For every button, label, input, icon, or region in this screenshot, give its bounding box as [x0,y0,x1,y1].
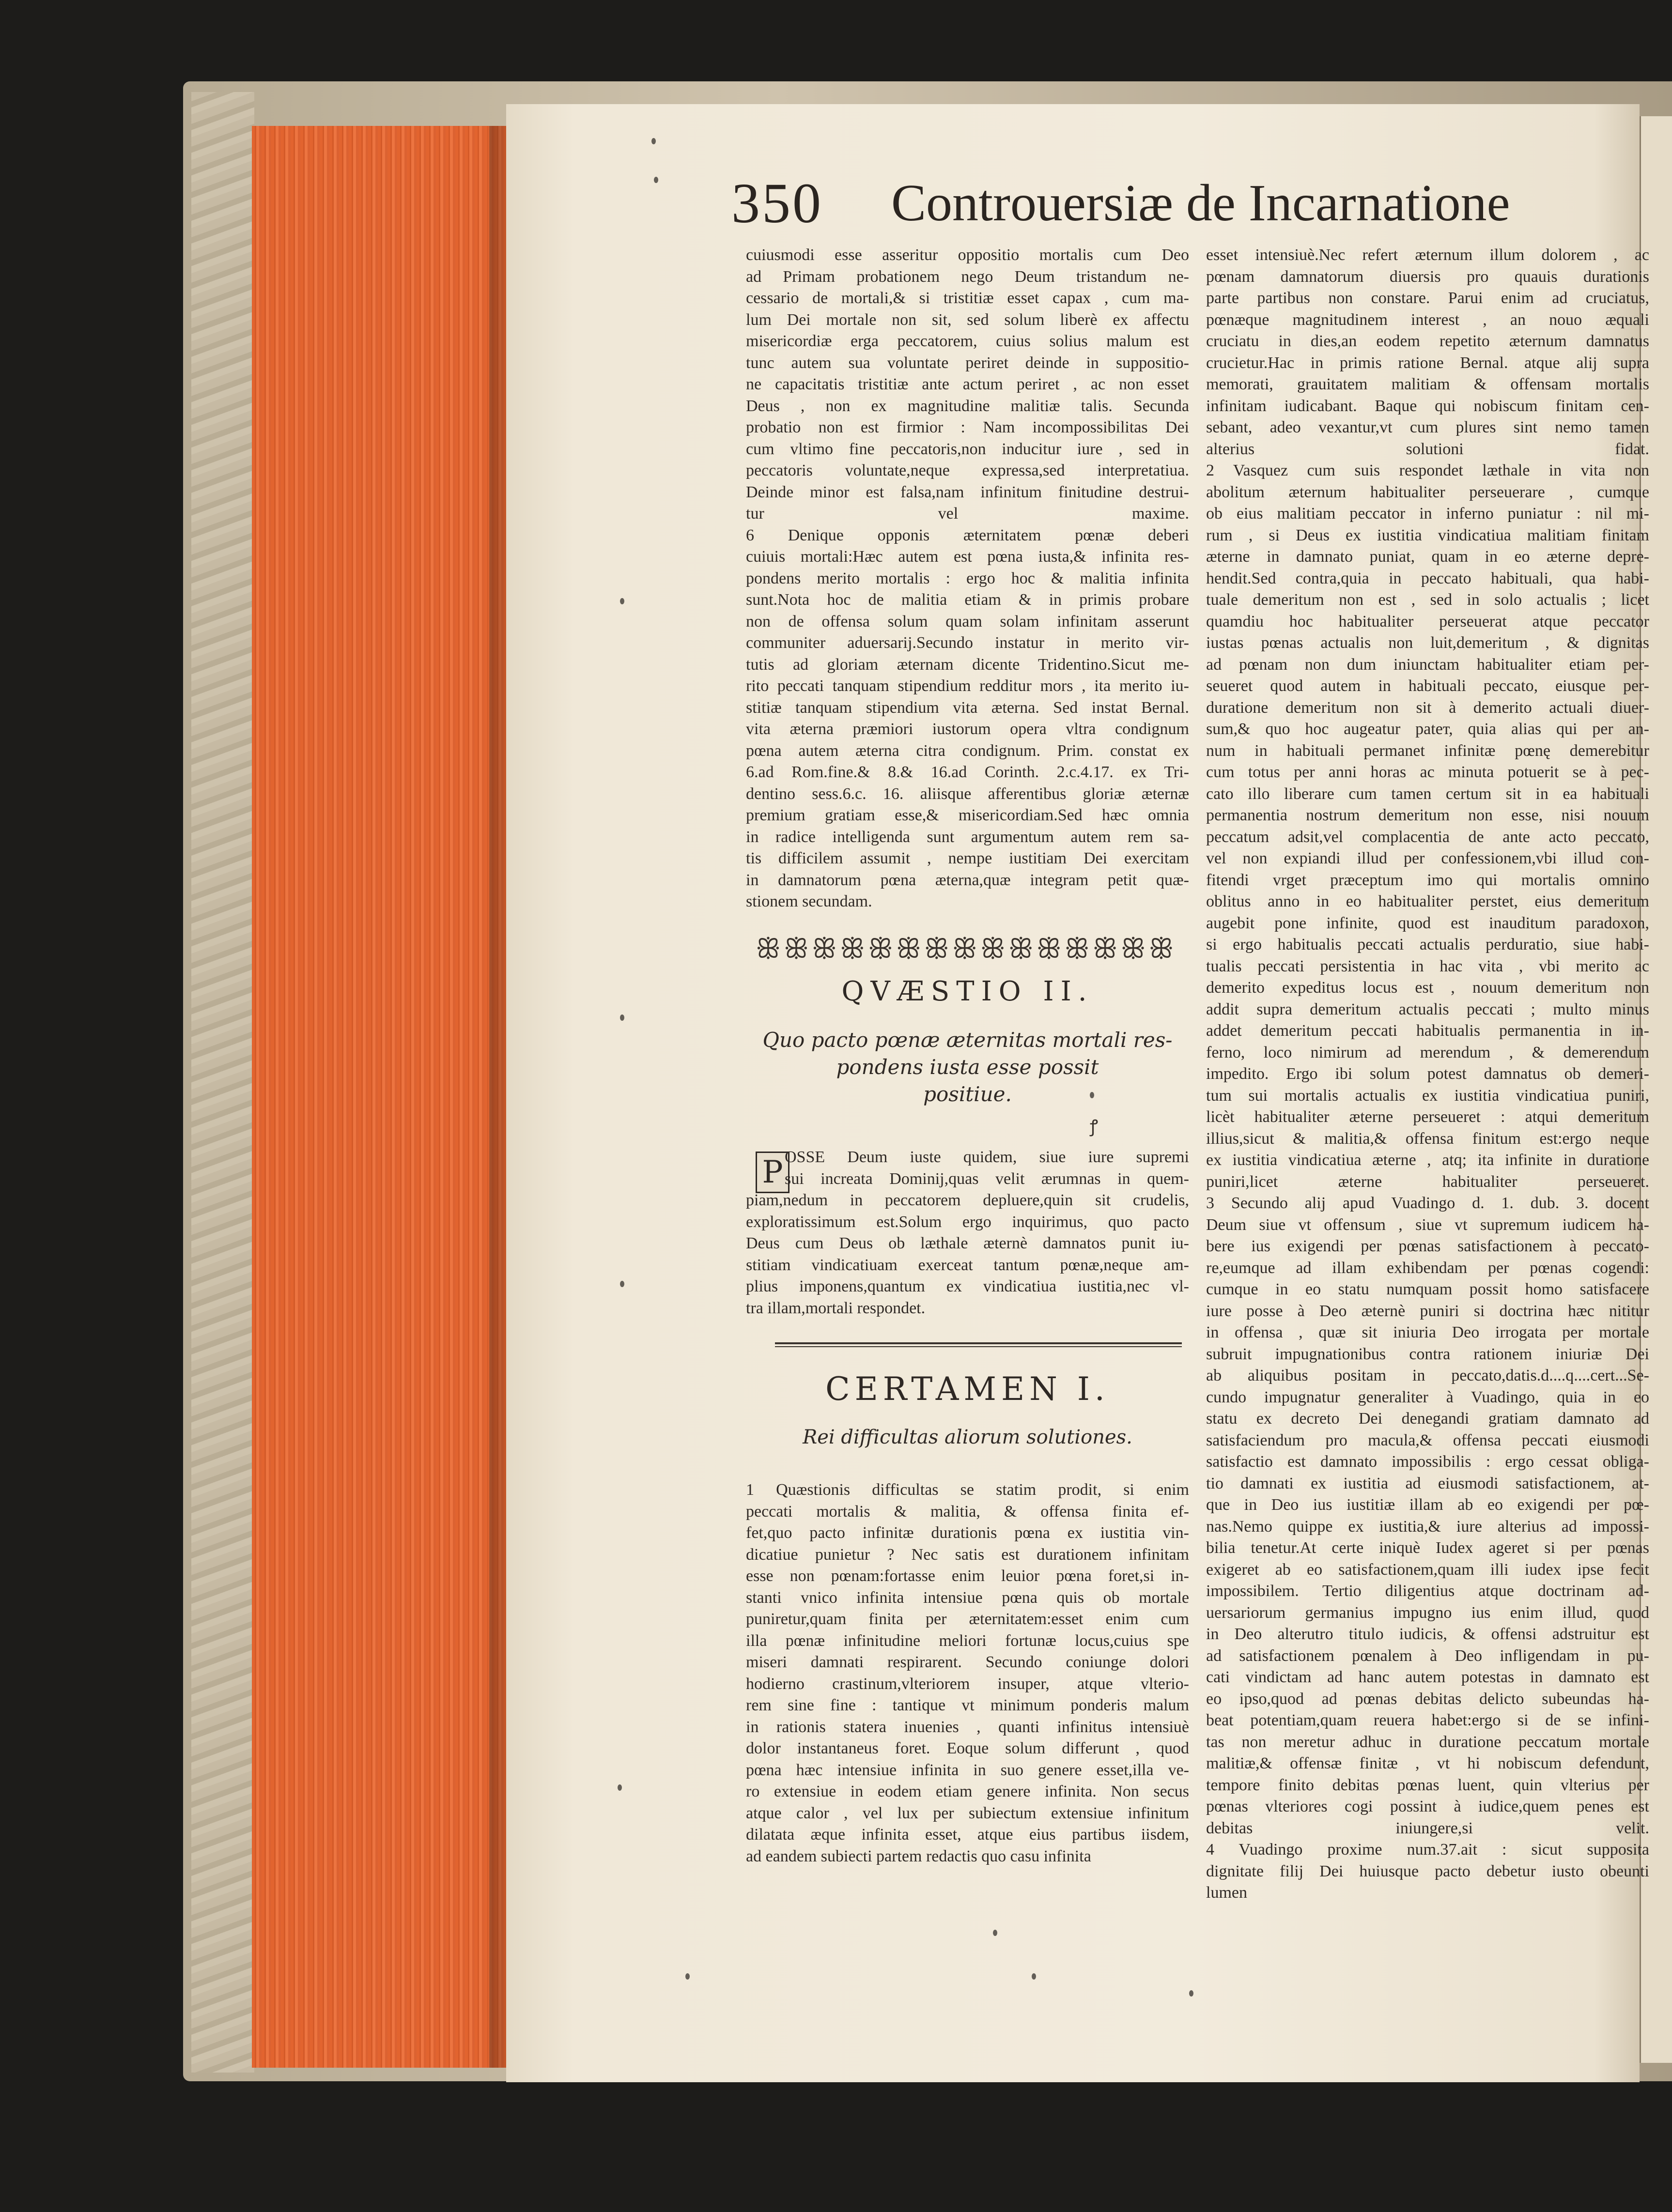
text-line: abolitum æternum habitualiter perseuerare , cumque [1206,483,1649,501]
certamen-line: in rationis statera inuenies , quanti infinitus intensiuè [746,1718,1189,1736]
text-line: infinitam iudicabant. Baque qui nobiscum finitam cen- [1206,397,1649,415]
text-line: lumen [1206,1884,1247,1902]
text-line: peccatum adsit,vel complacentia de ante acto peccato, [1206,828,1649,846]
certamen-line: atque calor , vel lux per subiectum extensiue infinitum [746,1804,1189,1822]
certamen-line: ro extensiue in eodem etiam genere infinita. Non secus [746,1782,1189,1800]
text-line: demerito expeditus locus est , nouum demeritum non [1206,979,1649,997]
text-line: crucietur.Hac in primis ratione Bernal. atque alij supra [1206,353,1649,372]
quaestio-subtitle-line: pondens iusta esse possit [836,1055,1099,1079]
text-line: ob eius malitiam peccator in inferno puniatur : nil mi- [1206,505,1649,522]
text-line: eo ipso,quod ad pœnas debitas delicto subeundas ha- [1206,1690,1649,1708]
text-line: Deinde minor est falsa,nam infinitum finitudine destrui- [746,483,1189,501]
text-line: impossibilem. Tertio diligentius atque doctrinam ad- [1206,1582,1649,1600]
running-header [731,167,1531,245]
text-line: lum Dei mortale non sit, sed solum liberè ex affectu [746,310,1189,329]
worm-hole [685,1973,690,1980]
quaestio-line: OSSE Deum iuste quidem, siue iure supremi [785,1148,1189,1166]
text-line: cruciatu in dies,an eodem repetito æternum damnatus [1206,332,1649,350]
text-line: tio damnati ex iustitia ad eiusmodi satisfactionem, at- [1206,1474,1649,1492]
drop-cap-p: P [756,1152,790,1193]
text-line: ad pœnam non dum iniunctam habitualiter etiam per- [1206,655,1649,674]
text-line: cumque in eo statu numquam possit homo satisfacere [1206,1280,1649,1298]
text-line: esset intensiuè.Nec refert æternum illum dolorem , ac [1206,246,1649,264]
text-line: vita æterna præmiori iustorum opera vltra condignum [746,720,1189,738]
text-line: probatio non est firmior : Nam incompossibilitas Dei [746,418,1189,436]
text-line: pondens merito mortalis : ergo hoc & malitia infinita [746,569,1189,587]
text-line: addet demeritum peccati habitualis permanentia in in- [1206,1022,1649,1040]
text-line: subruit impugnationibus contra rationem iniuriæ Dei [1206,1345,1649,1363]
quaestio-line: sui increata Dominij,quas velit ærumnas in quem- [785,1169,1189,1188]
quaestio-line: Deus cum Deus ob læthale æternè damnatos punit iu- [746,1234,1189,1252]
certamen-line: 1 Quæstionis difficultas se statim prodit, si enim [746,1481,1189,1499]
cover-pattern [191,92,254,2073]
text-line: addit supra demeritum actualis peccati ; multo minus [1206,1000,1649,1018]
text-line: tas non meretur adhuc in duratione peccatum mortale [1206,1733,1649,1751]
text-line: dignitate filij Dei huiusque pacto debetur iusto obeunti [1206,1862,1649,1880]
certamen-line: dicatiue punietur ? Nec satis est durationem infinitam [746,1545,1189,1564]
text-line: malitiæ,& offensæ finitæ , vt hi nobiscum defendunt, [1206,1754,1649,1772]
certamen-line: dilatata æque infinita esset, atque eius partibus iisdem, [746,1826,1189,1843]
text-line: tis difficilem assumit , nempe iustitiam Dei exercitam [746,849,1189,867]
text-line: tempore finito debitas pœnas luent, quin vlterius per [1206,1776,1649,1794]
certamen-line: rem sine fine : tantique vt minimum ponderis malum [746,1696,1189,1714]
text-line: cum vltimo fine peccatoris,non inducitur iure , sed in [746,440,1189,458]
text-line: vel non expiandi illud per confessionem,vbi illud con- [1206,849,1649,867]
text-line: alterius solutioni fidat. [1206,440,1649,458]
text-line: tum sui mortalis actualis ex iustitia vindicatiua puniri, [1206,1086,1649,1105]
text-line: oblitus anno in eo habitualiter perstet, eius demeritum [1206,892,1649,910]
certamen-line: miseri damnati respirarent. Secundo coniunge dolori [746,1653,1189,1671]
text-line: sunt.Nota hoc de malitia etiam & in primis probare [746,591,1189,609]
text-line: cati vindictam ad hanc autem potestas in damnato est [1206,1668,1649,1686]
worm-hole [993,1930,997,1936]
text-line: statu ex decreto Dei denegandi gratiam damnato ad [1206,1410,1649,1428]
text-line: premium gratiam esse,& misericordiam.Sed hæc omnia [746,806,1189,824]
text-line: fitendi vrget præceptum imo qui mortalis omnino [1206,871,1649,889]
text-line: ferno, loco nimirum ad merendum , & demerendum [1206,1043,1649,1061]
text-line: que in Deo ius iustitiæ illam ab eo exigendi per pœ- [1206,1496,1649,1514]
text-line: iure posse à Deo æternè puniri si doctrina hæc nititur [1206,1302,1649,1320]
text-line: sum,& quo hoc augeatur pateт, quia alias qui per an- [1206,720,1649,738]
text-line: beat potentiam,quam reuera habet:ergo si de se infini- [1206,1711,1649,1729]
ornament-band: ꕥꕥꕥꕥꕥꕥꕥꕥꕥꕥꕥꕥꕥꕥꕥ [756,933,1177,965]
running-title: Controuersiæ de Incarnatione [891,174,1510,232]
text-line: tur vel maxime. [746,505,1189,522]
text-line: cessario de mortali,& si tristitiæ esset capax , cum ma- [746,289,1189,307]
text-line: hendit.Sed contra,quia in peccato habituali, qua habi- [1206,569,1649,587]
text-line: dentino sess.6.c. 16. aliisque afferentibus gloriæ æternæ [746,784,1189,803]
worm-hole [1189,1990,1193,1997]
text-line: cundo impugnatur generaliter à Vuadingo, quia in eo [1206,1388,1649,1406]
text-line: tuale demeritum non est , sed in solo actualis ; licet [1206,591,1649,609]
text-line: non de offensa solum quam solam infinitam asserunt [746,612,1189,630]
text-line: ab aliquibus positam in peccato,datis.d....q....cert...Se- [1206,1367,1649,1384]
worm-hole [654,177,658,183]
text-line: augebit pone infinite, quod est inauditum paradoxon, [1206,914,1649,932]
worm-hole [620,598,624,604]
quaestio-subtitle [746,1027,1189,1108]
text-line: uersariorum germanius impugno ius enim illud, quod [1206,1603,1649,1622]
worm-hole [620,1281,624,1287]
worm-hole [651,138,656,144]
text-line: satisfaciendum pro macula,& offensa peccati eiusmodi [1206,1431,1649,1449]
right-column-text [1206,245,1649,1904]
text-line: exigeret ab eo satisfactionem,quam illi iudex ipse fecit [1206,1560,1649,1579]
text-line: cato illo liberare cum tamen certum sit in ea habituali [1206,784,1649,803]
quaestio-line: exploratissimum est.Solum ergo inquirimus, quo pacto [746,1213,1189,1231]
text-line: debitas iniungere,si velit. [1206,1819,1649,1837]
certamen-line: esse non pœnam:fortasse enim leuior pœna foret,si in- [746,1567,1189,1585]
text-line: 3 Secundo alij apud Vuadingo d. 1. dub. 3. docent [1206,1194,1649,1212]
text-line: duratione demeritum non sit à demerito actuali diuer- [1206,698,1649,717]
text-line: nas.Nemo quippe ex iustitia,& iure alterius ad impossi- [1206,1517,1649,1536]
left-top-text [746,245,1189,913]
text-line: licèt habitualiter æterne perseueret : atqui demeritum [1206,1108,1649,1126]
text-line: cuiuis mortali:Hæc autem est pœna iusta,& infinita res- [746,548,1189,566]
quaestio-line: tra illam,mortali respondet. [746,1299,926,1317]
text-line: sebant, adeo vexantur,vt cum plures sint nemo tamen [1206,418,1649,436]
quaestio-line: piam,nedum in peccatorem depluere,quin sit crudelis, [746,1191,1189,1209]
certamen-line: fet,quo pacto infinitæ durationis pœna ex iustitia vin- [746,1524,1189,1542]
certamen-title: CERTAMEN I. [825,1370,1110,1408]
text-line: æterne in damnato puniat, quam in eo æterne depre- [1206,548,1649,566]
text-line: si ergo habitualis peccati actualis perduratio, siue habi- [1206,936,1649,953]
quaestio-line: plius imponens,quantum ex vindicatiua iustitia,nec vl- [746,1277,1189,1295]
certamen-subtitle: Rei difficultas aliorum solutiones. [803,1426,1132,1448]
section-rule-bottom [775,1346,1182,1347]
certamen-line: hodierno crastinum,vlteriorem insuper, atque vlterio- [746,1674,1189,1693]
text-line: 6 Denique opponis æternitatem pœnæ deberi [746,526,1189,544]
text-line: communiter aduersarij.Secundo instatur in merito vir- [746,634,1189,652]
worm-hole [1032,1973,1036,1980]
text-line: seueret quod autem in habituali peccato, eiusque per- [1206,677,1649,695]
text-line: in Deo alterutro titulo iudicis, & offensi adstruitur est [1206,1625,1649,1643]
certamen-line: puniretur,quam finita per æternitatem:esset enim cum [746,1610,1189,1628]
text-line: misericordiæ erga peccatorem, cuius solius malum est [746,332,1189,350]
text-line: ad Primam probationem nego Deum tristandum ne- [746,267,1189,286]
text-line: parte partibus non constare. Parui enim ad cruciatus, [1206,289,1649,307]
text-line: num in habituali permanet infinitæ pœnę demerebitur [1206,741,1649,760]
text-line: ne capacitatis tristitiæ ante actum periret , ac non esset [746,375,1189,393]
text-line: Deum siue vt offensum , siue vt supremum iudicem ha- [1206,1215,1649,1234]
text-line: pœnam damnatorum diuersis pro quauis durationis [1206,267,1649,286]
text-line: ad satisfactionem pœnalem à Deo infligendam in pu- [1206,1646,1649,1665]
certamen-line: illa pœnæ infinitudine meliori fortunæ locus,cuius spe [746,1631,1189,1650]
certamen-line: stanti vnico infinita intensiue pœna quis ob mortale [746,1588,1189,1607]
worm-hole [618,1784,622,1791]
quaestio-subtitle-line: positiue. [923,1082,1012,1106]
text-line: stitiæ tanquam stipendium vita æterna. Sed instat Bernal. [746,698,1189,717]
text-line: cum totus per anni horas ac minuta potuerit se à pec- [1206,763,1649,781]
certamen-line: dolor instantaneus foret. Eoque solum differunt , quod [746,1739,1189,1757]
text-line: in damnatorum pœna æterna,quæ integram petit quæ- [746,871,1189,889]
text-line: 4 Vuadingo proxime num.37.ait : sicut supposita [1206,1841,1649,1859]
text-line: in radice intelligenda sunt argumentum autem rem sa- [746,828,1189,846]
text-line: iustas pœnas actualis non luit,demeritum , & dignitas [1206,634,1649,652]
certamen-line: peccati mortalis & malitia, & offensa finita ef- [746,1502,1189,1521]
text-line: in offensa , quæ sit iniuria Deo irrogata per mortale [1206,1323,1649,1341]
text-line: tunc autem sua voluntate periret deinde in suppositio- [746,353,1189,372]
quaestio-title: QVÆSTIO II. [841,976,1094,1007]
text-line: satisfactio est damnato impossibilis : ergo cessat obliga- [1206,1453,1649,1471]
section-rule-top [775,1342,1182,1344]
text-line: puniri,licet æterne habitualiter perseueret. [1206,1172,1649,1191]
text-line: pœnæque magnitudinem interest , an nouo æquali [1206,310,1649,329]
quaestio-line: stitiam vindicatiuam exerceat tantum pœnæ,neque am- [746,1256,1189,1274]
text-line: stionem secundam. [746,892,872,910]
certamen-line: pœna hæc intensiue infinita in suo genere esset,illa ve- [746,1761,1189,1779]
text-line: rum , si Deus ex iustitia vindicatiua malitiam finitam [1206,526,1649,544]
text-line: rito peccati tanquam stipendium redditur mors , ita merito iu- [746,677,1189,695]
text-line: bilia tenetur.At certe iniquè Iudex ageret si per pœnas [1206,1539,1649,1557]
text-line: quamdiu hoc habitualiter perseuerat atque peccator [1206,612,1649,630]
text-line: pœnas vlteriores cogi possint à iudice,quem penes est [1206,1797,1649,1815]
text-line: tualis peccati persistentia in hac vita , vbi merito ac [1206,957,1649,975]
text-line: ex iustitia vindicatiua æterne , atq; ita infinite in duratione [1206,1151,1649,1169]
text-line: re,eumque ad illam exhibendam per pœnas cogendi: [1206,1259,1649,1277]
worm-hole [620,1014,624,1021]
text-line: Deus , non ex magnitudine malitiæ talis. Secunda [746,397,1189,415]
text-line: 6.ad Rom.fine.& 8.& 16.ad Corinth. 2.c.4.17. ex Tri- [746,763,1189,781]
text-line: peccatoris voluntate,neque expressa,sed interpretatiua. [746,461,1189,479]
text-line: tutis ad gloriam æternam dicente Tridentino.Sicut me- [746,655,1189,674]
text-line: permanentia nostrum demeritum non esse, nisi nouum [1206,806,1649,824]
text-line: pœna autem æterna citra condignum. Prim. constat ex [746,741,1189,760]
text-line: bere ius exigendi per pœnas satisfactionem à peccato- [1206,1237,1649,1255]
text-line: memorati, grauitatem malitiam & offensam mortalis [1206,375,1649,393]
text-line: impedito. Ergo ibi solum potest damnatus ob demeri- [1206,1065,1649,1083]
quaestio-subtitle-line: Quo pacto pœnæ æternitas mortali res- [762,1028,1173,1052]
page-number: 350 [731,171,823,235]
page-edge [252,126,509,2068]
certamen-line: ad eandem subiecti partem redactis quo casu infinita [746,1847,1091,1865]
text-line: illius,sicut & malitia,& offensa finitum est:ergo neque [1206,1129,1649,1148]
text-line: cuiusmodi esse asseritur oppositio mortalis cum Deo [746,246,1189,264]
ink-mark: ꝭ [1090,1117,1099,1137]
text-line: 2 Vasquez cum suis respondet læthale in vita non [1206,461,1649,479]
